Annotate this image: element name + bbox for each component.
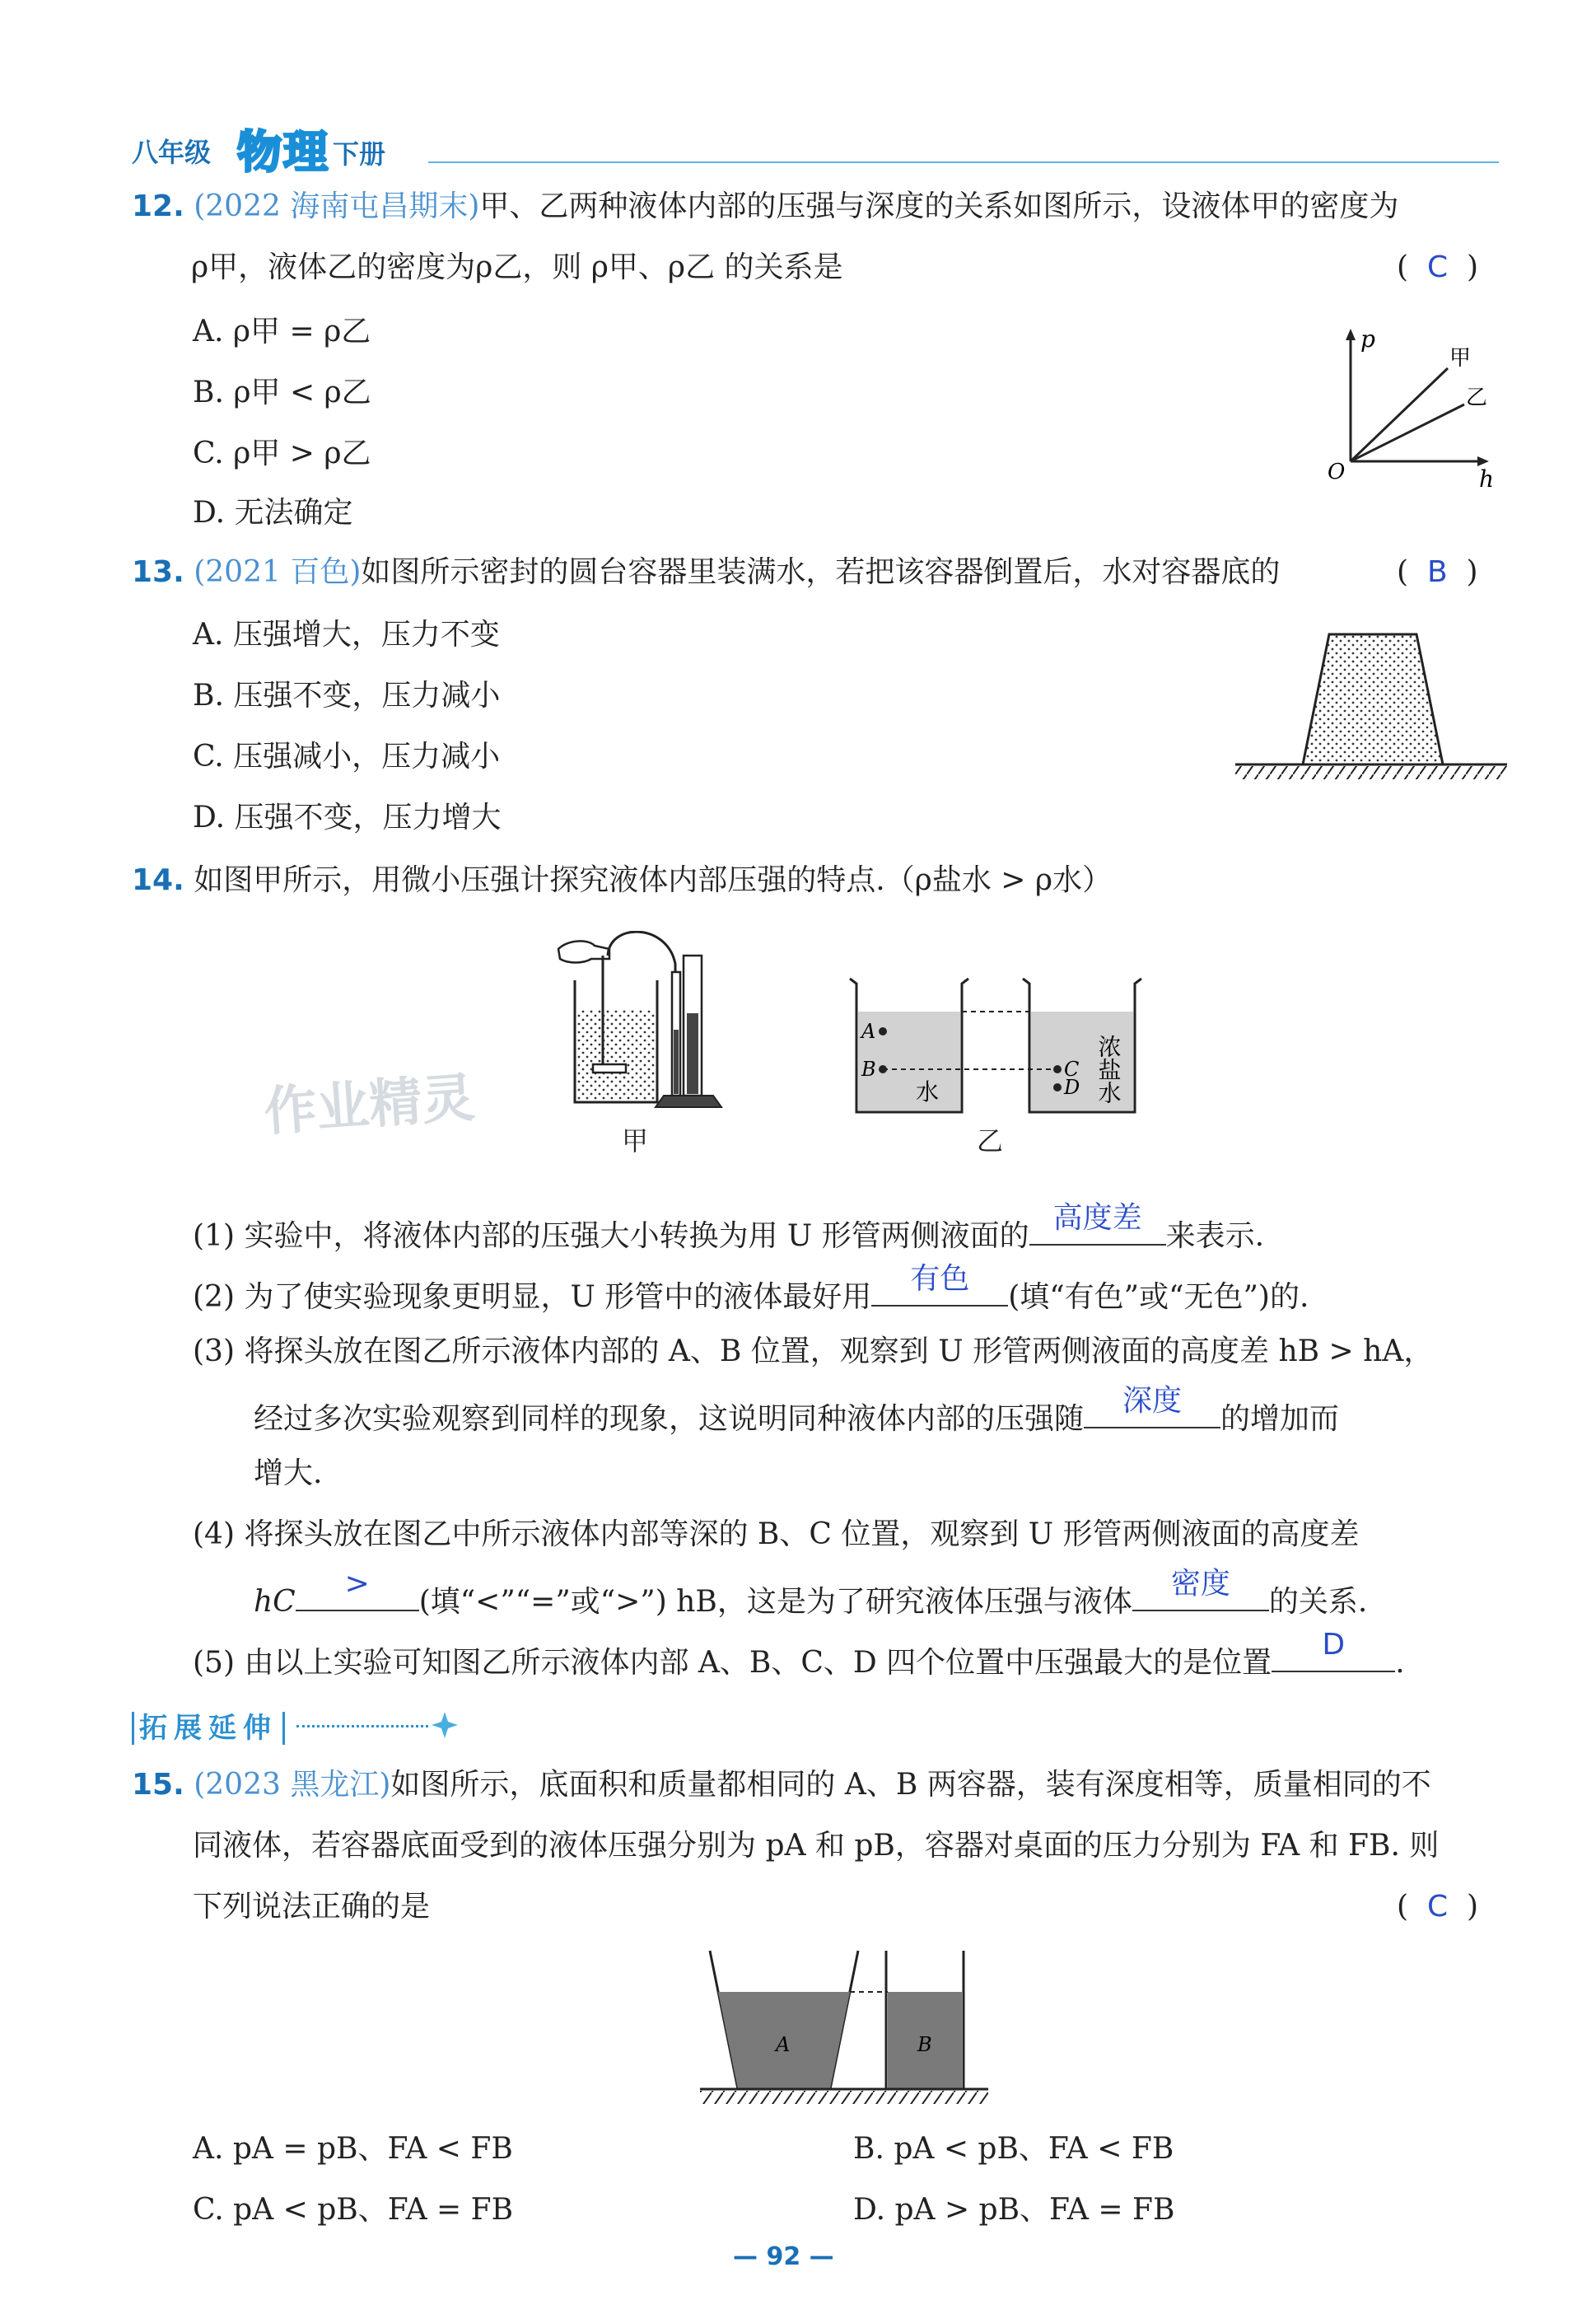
answer-blank bbox=[1272, 1628, 1395, 1672]
answer: D bbox=[1322, 1628, 1346, 1662]
point-a-label: A bbox=[861, 1020, 876, 1043]
answer: 高度差 bbox=[1052, 1201, 1142, 1235]
option-c: C. ρ甲 > ρ乙 bbox=[193, 437, 371, 470]
question-15-line3: 下列说法正确的是 bbox=[193, 1890, 431, 1924]
sub-question-text: . bbox=[1395, 1646, 1405, 1680]
option-b: B. ρ甲 < ρ乙 bbox=[193, 376, 371, 409]
extend-title: 拓展延伸 bbox=[132, 1712, 285, 1745]
answer: 深度 bbox=[1122, 1384, 1183, 1418]
option-b: B. 压强不变，压力减小 bbox=[193, 679, 501, 713]
watermark: 作业精灵 bbox=[262, 1068, 477, 1143]
sub-question-text: hC bbox=[254, 1585, 296, 1619]
question-14-line1 bbox=[132, 862, 1112, 900]
probe-head bbox=[593, 1064, 626, 1073]
answer: 密度 bbox=[1170, 1567, 1230, 1601]
answer-bracket-15: ( C ) bbox=[1397, 1890, 1479, 1924]
answer-blank bbox=[296, 1567, 419, 1611]
question-number: 14. bbox=[132, 863, 184, 897]
question-text: 甲、乙两种液体内部的压强与深度的关系如图所示，设液体甲的密度为 bbox=[479, 189, 1399, 223]
page-number: — 92 — bbox=[733, 2242, 834, 2271]
extend-section-title bbox=[132, 1705, 461, 1743]
answer-blank bbox=[1084, 1384, 1220, 1428]
answer-bracket-13: ( B ) bbox=[1397, 555, 1478, 589]
sub-question-text: 经过多次实验观察到同样的现象，这说明同种液体内部的压强随 bbox=[254, 1402, 1085, 1436]
question-12-line2 bbox=[191, 249, 843, 287]
point-a bbox=[879, 1027, 887, 1035]
point-b-label: B bbox=[861, 1058, 876, 1081]
option-a: A. 压强增大，压力不变 bbox=[193, 618, 500, 652]
question-text: 如图所示，底面积和质量都相同的 A、B 两容器，装有深度相等，质量相同的不 bbox=[390, 1768, 1431, 1802]
sub-question-4-line2 bbox=[254, 1567, 1368, 1621]
extend-dotted-line bbox=[296, 1725, 428, 1727]
sub-question-5 bbox=[193, 1628, 1405, 1682]
question-number: 13. bbox=[132, 555, 184, 589]
answer: 有色 bbox=[910, 1262, 970, 1296]
figure-label-yi: 乙 bbox=[977, 1125, 1004, 1157]
line-yi-label: 乙 bbox=[1466, 386, 1488, 410]
point-c bbox=[1053, 1065, 1062, 1073]
beaker-liquid bbox=[576, 1009, 656, 1101]
question-text: 如图甲所示，用微小压强计探究液体内部压强的特点.（ρ盐水 > ρ水） bbox=[194, 863, 1113, 897]
question-source: (2021 百色) bbox=[194, 555, 362, 589]
sub-question-text: (填“有色”或“无色”)的. bbox=[1008, 1280, 1309, 1314]
y-axis-label: p bbox=[1360, 325, 1375, 353]
sub-question-text: 的增加而 bbox=[1220, 1402, 1340, 1436]
header-grade: 八年级 bbox=[132, 137, 212, 168]
pressure-depth-graph bbox=[1318, 325, 1499, 490]
option-d: D. pA > pB、FA = FB bbox=[853, 2193, 1175, 2227]
sub-question-text: (2) 为了使实验现象更明显，U 形管中的液体最好用 bbox=[193, 1280, 872, 1314]
answer: B bbox=[1426, 555, 1448, 589]
header-rule bbox=[428, 161, 1499, 163]
point-c-label: C bbox=[1064, 1058, 1080, 1081]
question-number: 15. bbox=[132, 1768, 184, 1802]
sparkle-icon bbox=[428, 1709, 461, 1741]
y-axis-arrow bbox=[1346, 329, 1356, 340]
ground-hatch bbox=[700, 2091, 988, 2104]
sub-question-text: (填“<”“=”或“>”) hB，这是为了研究液体压强与液体 bbox=[418, 1585, 1132, 1619]
answer: C bbox=[1426, 1890, 1449, 1924]
line-jia-label: 甲 bbox=[1449, 346, 1472, 371]
sub-question-3-line2 bbox=[254, 1384, 1340, 1438]
question-text: 如图所示密封的圆台容器里装满水，若把该容器倒置后，水对容器底的 bbox=[361, 555, 1281, 589]
question-13-line1 bbox=[132, 554, 1280, 591]
x-axis-label: h bbox=[1479, 465, 1495, 490]
answer-blank bbox=[1029, 1201, 1166, 1246]
sub-question-text: 的关系. bbox=[1268, 1585, 1368, 1619]
option-d: D. 压强不变，压力增大 bbox=[193, 801, 502, 834]
point-b bbox=[879, 1065, 887, 1073]
sub-question-1 bbox=[193, 1201, 1265, 1255]
pressure-gauge-figure bbox=[544, 931, 749, 1112]
container-a-label: A bbox=[776, 2033, 791, 2056]
line-yi bbox=[1351, 404, 1464, 461]
option-a: A. ρ甲 = ρ乙 bbox=[193, 315, 371, 348]
sub-question-4-line1: (4) 将探头放在图乙中所示液体内部等深的 B、C 位置，观察到 U 形管两侧液面的高度差 bbox=[193, 1517, 1360, 1551]
frustum-container-figure bbox=[1235, 626, 1507, 783]
sub-question-2 bbox=[193, 1262, 1309, 1316]
u-tube-liquid bbox=[674, 1030, 679, 1094]
option-c: C. 压强减小，压力减小 bbox=[193, 740, 501, 774]
header-volume: 下册 bbox=[333, 138, 386, 170]
ground-hatch bbox=[1235, 766, 1507, 779]
right-liquid-label: 浓盐水 bbox=[1094, 1035, 1122, 1104]
option-c: C. pA < pB、FA = FB bbox=[193, 2193, 514, 2227]
point-d bbox=[1053, 1083, 1062, 1092]
question-15-line2: 同液体，若容器底面受到的液体压强分别为 pA 和 pB，容器对桌面的压力分别为 FA 和 FB. 则 bbox=[193, 1829, 1440, 1863]
answer: > bbox=[344, 1567, 370, 1601]
answer-bracket-12: ( C ) bbox=[1397, 250, 1479, 284]
question-12-line1 bbox=[132, 188, 1398, 226]
origin-label: O bbox=[1328, 460, 1346, 484]
answer-blank bbox=[1132, 1567, 1269, 1611]
question-source: (2023 黑龙江) bbox=[194, 1768, 391, 1802]
question-15-line1 bbox=[132, 1766, 1431, 1804]
sub-question-text: (5) 由以上实验可知图乙所示液体内部 A、B、C、D 四个位置中压强最大的是位置 bbox=[193, 1646, 1272, 1680]
u-tube-liquid-right bbox=[687, 1013, 698, 1094]
answer-blank bbox=[871, 1262, 1008, 1307]
answer: C bbox=[1426, 250, 1449, 284]
sub-question-3-line1: (3) 将探头放在图乙所示液体内部的 A、B 位置，观察到 U 形管两侧液面的高度差 hB > hA， bbox=[193, 1335, 1434, 1368]
sub-question-3-line3: 增大. bbox=[254, 1456, 323, 1490]
sub-question-text: 来表示. bbox=[1165, 1219, 1265, 1253]
header-subject: 物理 bbox=[237, 126, 329, 178]
figure-label-jia: 甲 bbox=[622, 1125, 649, 1157]
question-text: ρ甲，液体乙的密度为ρ乙，则 ρ甲、ρ乙 的关系是 bbox=[191, 250, 843, 284]
frustum-container bbox=[1303, 634, 1443, 764]
gauge-stand bbox=[656, 1096, 721, 1107]
beakers-figure bbox=[840, 972, 1153, 1120]
question-source: (2022 海南屯昌期末) bbox=[194, 189, 480, 223]
left-liquid-label: 水 bbox=[916, 1078, 940, 1106]
connect-tube bbox=[608, 932, 675, 980]
sub-question-text: (1) 实验中，将液体内部的压强大小转换为用 U 形管两侧液面的 bbox=[193, 1219, 1029, 1253]
question-number: 12. bbox=[132, 189, 184, 223]
point-d-label: D bbox=[1064, 1076, 1080, 1099]
option-b: B. pA < pB、FA < FB bbox=[853, 2132, 1174, 2166]
option-a: A. pA = pB、FA < FB bbox=[193, 2132, 513, 2166]
line-jia bbox=[1351, 368, 1448, 461]
option-d: D. 无法确定 bbox=[193, 496, 353, 530]
page-header bbox=[132, 124, 1499, 178]
container-b-label: B bbox=[917, 2033, 932, 2056]
two-containers-figure bbox=[700, 1944, 988, 2109]
